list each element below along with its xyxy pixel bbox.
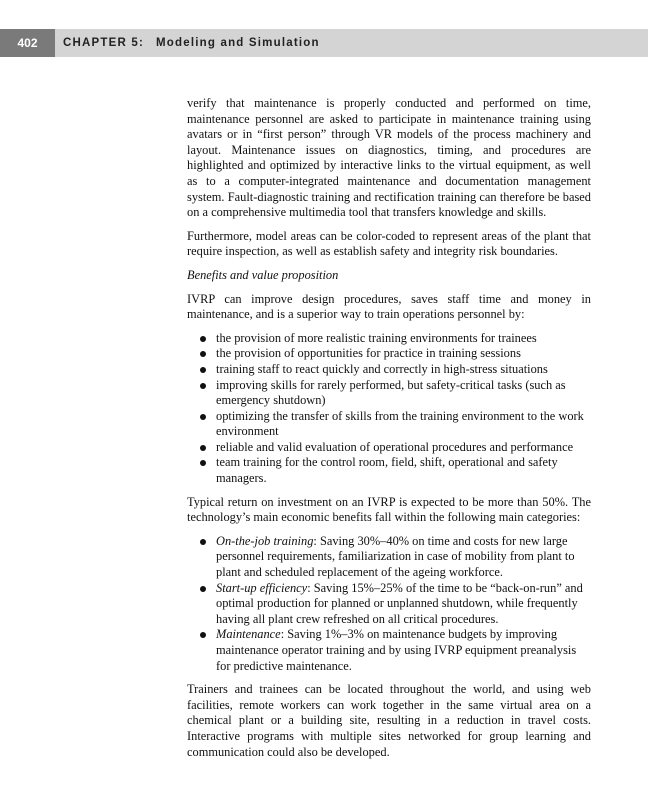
- category-term: Maintenance: [216, 627, 281, 642]
- page-number: 402: [0, 29, 55, 57]
- list-item: team training for the control room, field, shift, operational and safety managers.: [187, 455, 591, 486]
- list-item: [187, 627, 591, 674]
- benefits-list: [187, 331, 591, 487]
- category-term: On-the-job training: [216, 533, 314, 548]
- list-item: [187, 534, 591, 581]
- category-text: : Saving 30%–40% on time and costs for new large personnel requirements, familiarization in case of mobility from plant to plant and scheduled replacement of the ageing workforce.: [216, 533, 575, 580]
- list-item: optimizing the transfer of skills from the training environment to the work environment: [187, 409, 591, 440]
- category-text: : Saving 15%–25% of the time to be “back-on-run” and optimal production for planned or unplanned shutdown, while frequently having all plant crew refreshed on all critical procedures.: [216, 580, 583, 626]
- body-text: [187, 96, 591, 768]
- list-item: the provision of opportunities for practice in training sessions: [187, 346, 591, 362]
- paragraph: verify that maintenance is properly conducted and performed on time, maintenance personnel are asked to participate in maintenance training using avatars or in “first person” through VR models of the process machinery and layout. Maintenance issues on diagnostics, timing, and procedures are highlighted and optimized by interactive links to the virtual equipment, as well as to a computer-integrated maintenance and documentation management system. Fault-diagnostic training and rectification training can therefore be based on a comprehensive multimedia tool that transfers knowledge and skills.: [187, 96, 591, 220]
- category-term: Start-up efficiency: [216, 580, 308, 595]
- section-subheading: Benefits and value proposition: [187, 267, 339, 282]
- paragraph: Typical return on investment on an IVRP is expected to be more than 50%. The technology’s main economic benefits fall within the following main categories:: [187, 494, 591, 525]
- list-item: training staff to react quickly and correctly in high-stress situations: [187, 362, 591, 378]
- chapter-label: CHAPTER 5:: [63, 37, 145, 49]
- running-header: [0, 29, 648, 57]
- list-item: reliable and valid evaluation of operational procedures and performance: [187, 440, 591, 456]
- economic-benefits-list: [187, 534, 591, 674]
- category-text: : Saving 1%–3% on maintenance budgets by improving maintenance operator training and by using IVRP equipment preanalysis for predictive maintenance.: [216, 627, 577, 673]
- list-item: improving skills for rarely performed, but safety-critical tasks (such as emergency shutdown): [187, 378, 591, 409]
- list-item: the provision of more realistic training environments for trainees: [187, 331, 591, 347]
- list-item: [187, 581, 591, 628]
- paragraph: Furthermore, model areas can be color-coded to represent areas of the plant that require inspection, as well as establish safety and integrity risk boundaries.: [187, 228, 591, 259]
- chapter-title: Modeling and Simulation: [156, 37, 320, 49]
- paragraph: IVRP can improve design procedures, saves staff time and money in maintenance, and is a superior way to train operations personnel by:: [187, 291, 591, 322]
- paragraph: Trainers and trainees can be located throughout the world, and using web facilities, remote workers can work together in the same virtual area on a chemical plant or a building site, resulting in a reduction in travel costs. Interactive programs with multiple sites networked for group learning and communication could also be developed.: [187, 682, 591, 759]
- chapter-heading: [63, 29, 320, 57]
